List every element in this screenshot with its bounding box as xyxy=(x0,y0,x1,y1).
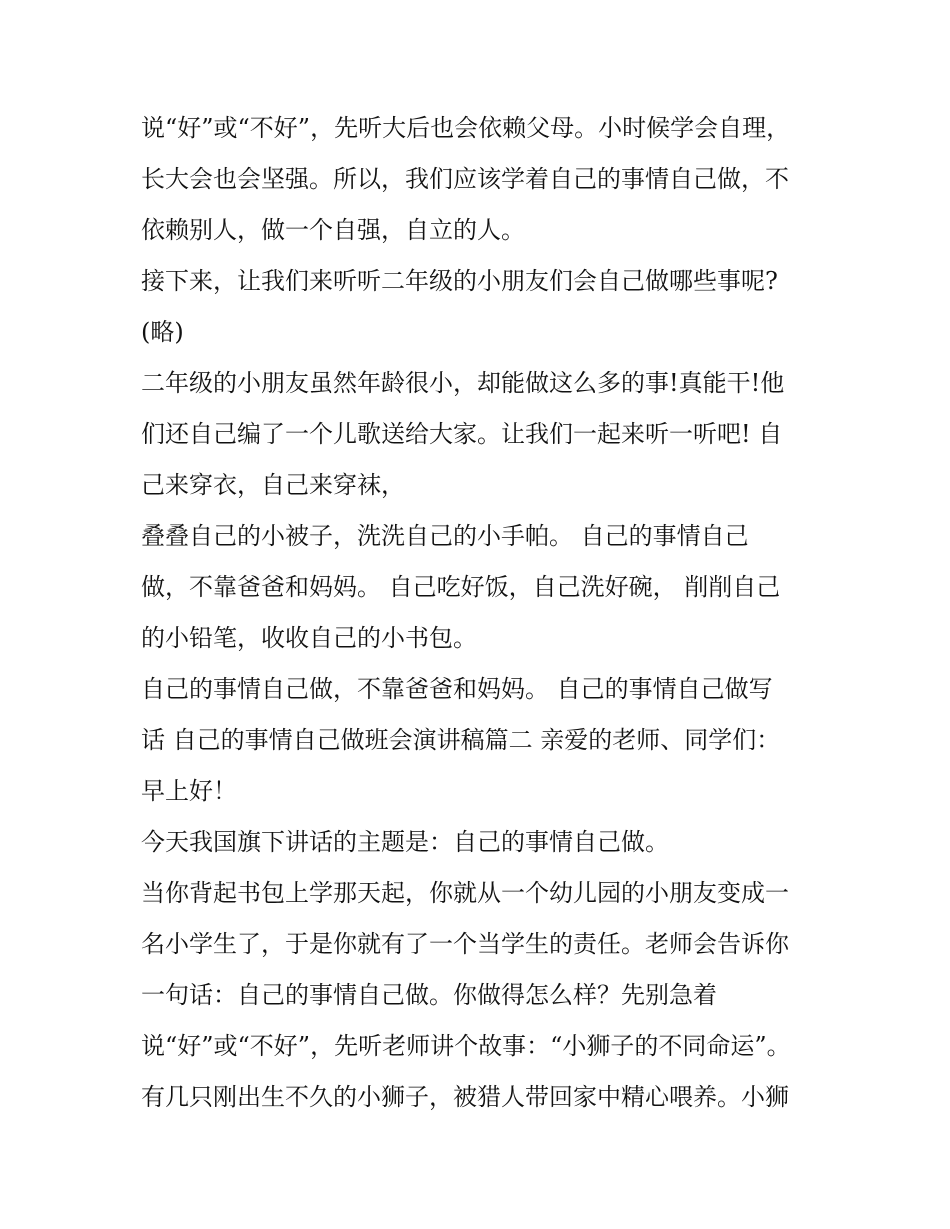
text-line: 一句话：自己的事情自己做。你做得怎么样？先别急着 xyxy=(141,981,717,1009)
text-line: (略) xyxy=(141,318,184,346)
text-line: 说“好”或“不好”，先听老师讲个故事：“小狮子的不同命运”。 xyxy=(141,1032,791,1060)
text-line: 说“好”或“不好”，先听大后也会依赖父母。小时候学会自理， xyxy=(141,114,791,142)
text-line: 二年级的小朋友虽然年龄很小，却能做这么多的事!真能干!他 xyxy=(141,369,785,397)
text-line: 名小学生了，于是你就有了一个当学生的责任。老师会告诉你 xyxy=(141,930,789,958)
body-text xyxy=(141,103,821,1123)
text-line: 有几只刚出生不久的小狮子，被猎人带回家中精心喂养。小狮 xyxy=(141,1083,789,1111)
text-line: 做，不靠爸爸和妈妈。 自己吃好饭，自己洗好碗， 削削自己 xyxy=(141,573,781,601)
text-line: 早上好！ xyxy=(141,777,237,805)
text-line: 叠叠自己的小被子，洗洗自己的小手帕。 自己的事情自己 xyxy=(141,522,749,550)
text-line: 依赖别人，做一个自强，自立的人。 xyxy=(141,216,525,244)
text-line: 长大会也会坚强。所以，我们应该学着自己的事情自己做，不 xyxy=(141,165,789,193)
text-line: 接下来，让我们来听听二年级的小朋友们会自己做哪些事呢? xyxy=(141,267,778,295)
text-line: 话 自己的事情自己做班会演讲稿篇二 亲爱的老师、同学们： xyxy=(141,726,781,754)
text-line: 己来穿衣，自己来穿袜， xyxy=(141,471,405,499)
text-line: 的小铅笔，收收自己的小书包。 xyxy=(141,624,477,652)
text-line: 今天我国旗下讲话的主题是：自己的事情自己做。 xyxy=(141,828,669,856)
text-line: 当你背起书包上学那天起，你就从一个幼儿园的小朋友变成一 xyxy=(141,879,789,907)
text-line: 自己的事情自己做，不靠爸爸和妈妈。 自己的事情自己做写 xyxy=(141,675,773,703)
text-line: 们还自己编了一个儿歌送给大家。让我们一起来听一听吧! 自 xyxy=(141,420,783,448)
